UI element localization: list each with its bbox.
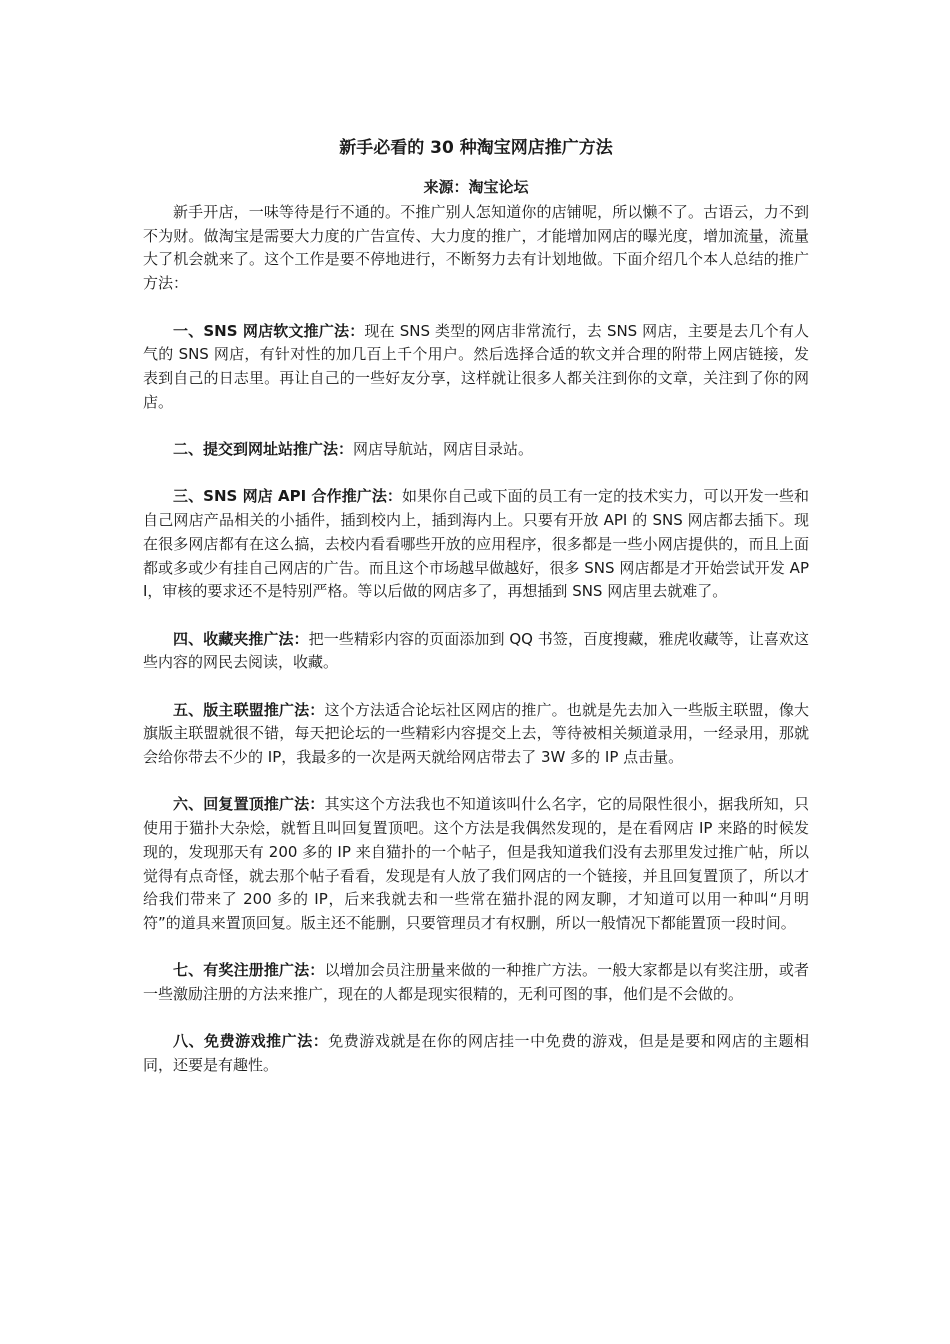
section-7 — [143, 959, 809, 1006]
document-title: 新手必看的 30 种淘宝网店推广方法 — [339, 138, 613, 158]
intro-paragraph: 新手开店，一味等待是行不通的。不推广别人怎知道你的店铺呢，所以懒不了。古语云，力不到不为财。做淘宝是需要大力度的广告宣传、大力度的推广，才能增加网店的曝光度，增加流量，流量大了机会就来了。这个工作是要不停地进行，不断努力去有计划地做。下面介绍几个本人总结的推广方法： — [143, 203, 809, 293]
section-2 — [143, 438, 809, 462]
section-heading: 五、版主联盟推广法： — [173, 700, 325, 719]
section-6 — [143, 793, 809, 935]
section-heading: 八、免费游戏推广法： — [173, 1032, 329, 1051]
section-body: 免费游戏就是在你的网店挂一中免费的游戏，但是是要和网店的主题相同，还要是有趣性。 — [143, 1032, 809, 1075]
section-8 — [143, 1030, 809, 1077]
section-5 — [143, 699, 809, 770]
section-body: 其实这个方法我也不知道该叫什么名字，它的局限性很小，据我所知，只使用于猫扑大杂烩，就暂且叫回复置顶吧。这个方法是我偶然发现的，是在看网店 IP 来路的时候发现的，发现那天有 200 多的 IP 来自猫扑的一个帖子，但是我知道我们没有去那里发过推广帖，所以觉得有点奇怪，就去那个帖子看看，发现是有人放了我们网店的一个链接，并且回复置顶了，所以才给我们带来了 200 多的 IP，后来我就去和一些常在猫扑混的网友聊，才知道可以用一种叫“月明符”的道具来置顶回复。版主还不能删，只要管理员才有权删，所以一般情况下都能置顶一段时间。 — [143, 795, 809, 932]
section-heading: 七、有奖注册推广法： — [173, 961, 325, 980]
section-3 — [143, 485, 809, 604]
section-body: 把一些精彩内容的页面添加到 QQ 书签，百度搜藏，雅虎收藏等，让喜欢这些内容的网民去阅读，收藏。 — [143, 629, 809, 672]
document-source: 来源：淘宝论坛 — [423, 178, 529, 196]
section-body: 现在 SNS 类型的网店非常流行，去 SNS 网店，主要是去几个有人气的 SNS 网店，有针对性的加几百上千个用户。然后选择合适的软文并合理的附带上网店链接，发表到自己的日志里。再让自己的一些好友分享，这样就让很多人都关注到你的文章，关注到了你的网店。 — [143, 321, 809, 411]
section-body: 以增加会员注册量来做的一种推广方法。一般大家都是以有奖注册，或者一些激励注册的方法来推广，现在的人都是现实很精的，无利可图的事，他们是不会做的。 — [143, 961, 809, 1004]
section-heading: 三、SNS 网店 API 合作推广法： — [173, 487, 403, 506]
section-heading: 六、回复置顶推广法： — [173, 795, 325, 814]
section-1 — [143, 320, 809, 415]
section-heading: 四、收藏夹推广法： — [173, 629, 309, 648]
section-body: 如果你自己或下面的员工有一定的技术实力，可以开发一些和自己网店产品相关的小插件，插到校内上，插到海内上。只要有开放 API 的 SNS 网店都去插下。现在很多网店都有在这么搞，去校内看看哪些开放的应用程序，很多都是一些小网店提供的，而且上面都或多或少有挂自己网店的广告。而且这个市场越早做越好，很多 SNS 网店都是才开始尝试开发 API，审核的要求还不是特别严格。等以后做的网店多了，再想插到 SNS 网店里去就难了。 — [143, 487, 809, 601]
section-body: 网店导航站，网店目录站。 — [353, 440, 534, 458]
section-body: 这个方法适合论坛社区网店的推广。也就是先去加入一些版主联盟，像大旗版主联盟就很不错，每天把论坛的一些精彩内容提交上去，等待被相关频道录用，一经录用，那就会给你带去不少的 IP，我最多的一次是两天就给网店带去了 3W 多的 IP 点击量。 — [143, 700, 809, 767]
document-page — [143, 136, 809, 1078]
section-4 — [143, 628, 809, 675]
section-heading: 二、提交到网址站推广法： — [173, 440, 354, 458]
section-heading: 一、SNS 网店软文推广法： — [173, 321, 365, 340]
